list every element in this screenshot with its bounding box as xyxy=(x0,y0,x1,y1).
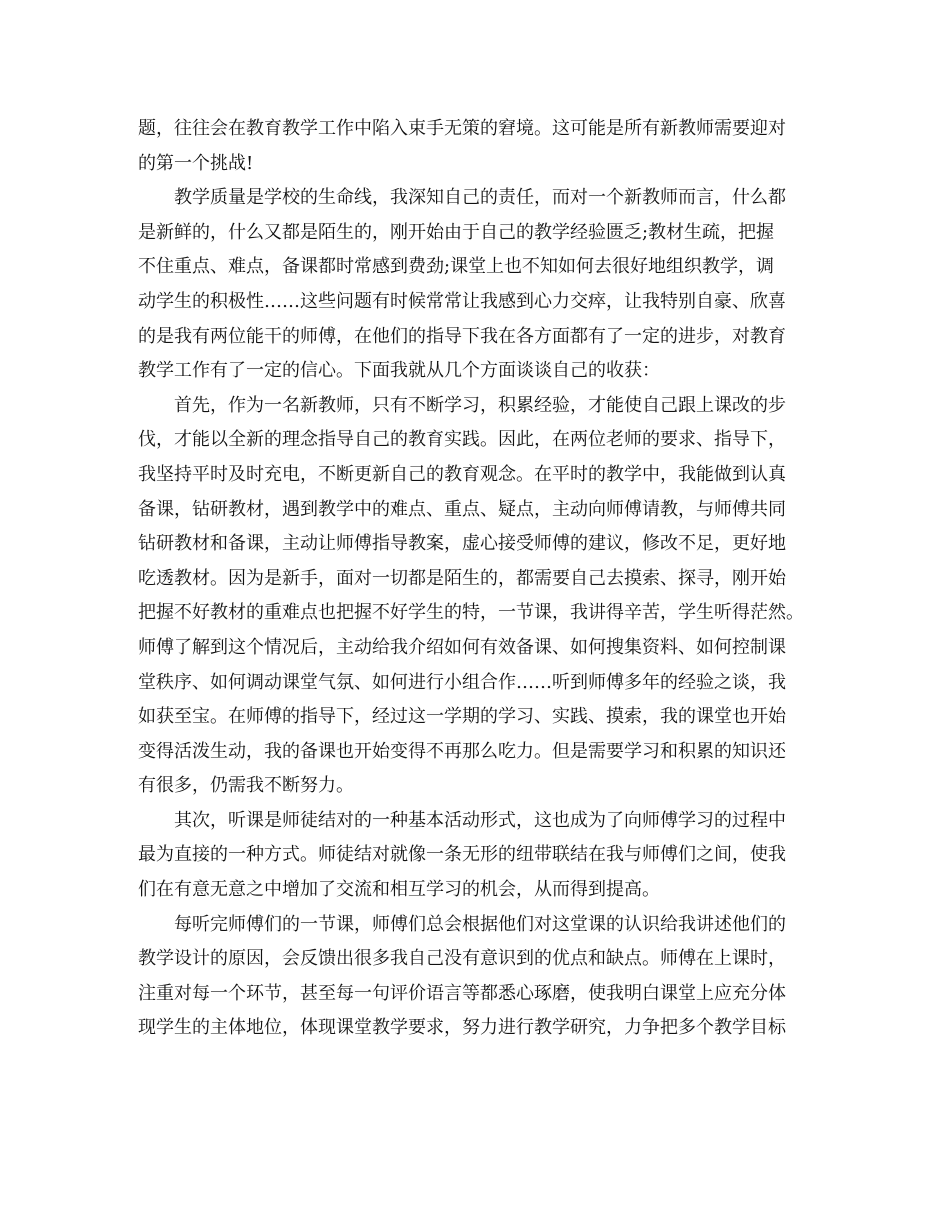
text-line: 不住重点、难点，备课都时常感到费劲;课堂上也不知如何去很好地组织教学，调 xyxy=(138,256,775,278)
text-line: 教学设计的原因，会反馈出很多我自己没有意识到的优点和缺点。师傅在上课时， xyxy=(138,948,786,970)
text-line: 如获至宝。在师傅的指导下，经过这一学期的学习、实践、摸索，我的课堂也开始 xyxy=(138,706,786,728)
text-line: 教学工作有了一定的信心。下面我就从几个方面谈谈自己的收获： xyxy=(138,360,660,382)
text-line: 题，往往会在教育教学工作中陷入束手无策的窘境。这可能是所有新教师需要迎对 xyxy=(138,118,786,139)
text-line: 变得活泼生动，我的备课也开始变得不再那么吃力。但是需要学习和积累的知识还 xyxy=(138,740,786,762)
text-line: 现学生的主体地位，体现课堂教学要求，努力进行教学研究，力争把多个教学目标 xyxy=(138,1017,786,1039)
paragraph-start-line: 每听完师傅们的一节课，师傅们总会根据他们对这堂课的认识给我讲述他们的 xyxy=(174,913,786,935)
paragraph-start-line: 教学质量是学校的生命线，我深知自己的责任，而对一个新教师而言，什么都 xyxy=(174,187,786,209)
body-text xyxy=(138,112,828,1046)
text-line: 最为直接的一种方式。师徒结对就像一条无形的纽带联结在我与师傅们之间，使我 xyxy=(138,844,786,866)
text-line: 注重对每一个环节，甚至每一句评价语言等都悉心琢磨，使我明白课堂上应充分体 xyxy=(138,982,786,1004)
text-line: 是新鲜的，什么又都是陌生的，刚开始由于自己的教学经验匮乏;教材生疏，把握 xyxy=(138,221,775,243)
text-line: 备课，钻研教材，遇到教学中的难点、重点、疑点，主动向师傅请教，与师傅共同 xyxy=(138,498,786,520)
text-line: 钻研教材和备课，主动让师傅指导教案，虚心接受师傅的建议，修改不足，更好地 xyxy=(138,533,786,555)
text-line: 动学生的积极性……这些问题有时候常常让我感到心力交瘁，让我特别自豪、欣喜 xyxy=(138,290,786,312)
text-line: 的第一个挑战! xyxy=(138,152,254,174)
text-line: 有很多，仍需我不断努力。 xyxy=(138,775,354,797)
text-line: 堂秩序、如何调动课堂气氛、如何进行小组合作……听到师傅多年的经验之谈，我 xyxy=(138,671,786,693)
text-line: 把握不好教材的重难点也把握不好学生的特，一节课，我讲得辛苦，学生听得茫然。 xyxy=(138,602,804,624)
text-line: 我坚持平时及时充电，不断更新自己的教育观念。在平时的教学中，我能做到认真 xyxy=(138,463,786,485)
paragraph-start-line: 其次，听课是师徒结对的一种基本活动形式，这也成为了向师傅学习的过程中 xyxy=(174,809,786,831)
text-line: 吃透教材。因为是新手，面对一切都是陌生的，都需要自己去摸索、探寻，刚开始 xyxy=(138,567,786,589)
text-line: 伐，才能以全新的理念指导自己的教育实践。因此，在两位老师的要求、指导下， xyxy=(138,429,786,451)
text-line: 们在有意无意之中增加了交流和相互学习的机会，从而得到提高。 xyxy=(138,879,660,901)
text-line: 的是我有两位能干的师傅，在他们的指导下我在各方面都有了一定的进步，对教育 xyxy=(138,325,786,347)
paragraph-start-line: 首先，作为一名新教师，只有不断学习，积累经验，才能使自己跟上课改的步 xyxy=(174,394,786,416)
text-line: 师傅了解到这个情况后，主动给我介绍如何有效备课、如何搜集资料、如何控制课 xyxy=(138,636,786,658)
